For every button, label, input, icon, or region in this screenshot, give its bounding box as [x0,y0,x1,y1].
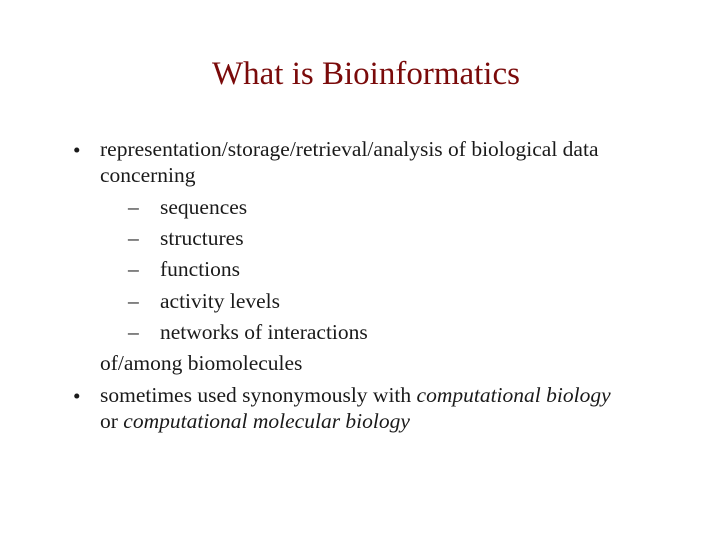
dash-marker: – [128,195,139,219]
bullet-marker: • [73,384,81,408]
subitem-networks: networks of interactions [160,320,368,344]
dash-marker: – [128,289,139,313]
bullet-marker: • [73,138,81,162]
slide-title: What is Bioinformatics [212,56,520,92]
bullet-2-line-2 [100,406,410,437]
subitem-functions: functions [160,257,241,281]
dash-marker: – [128,226,139,250]
bullet-1-line-1: representation/storage/retrieval/analysis of biological data [100,137,599,161]
dash-marker: – [128,320,139,344]
bullet-1-line-2: concerning [100,163,196,187]
subitem-activity-levels: activity levels [160,289,281,313]
subitem-sequences: sequences [160,195,248,219]
subitem-structures: structures [160,226,244,250]
bullet-2-italic-term-1: computational biology [416,383,611,407]
dash-marker: – [128,257,139,281]
bullet-2-line-2-text: or [100,409,124,433]
bullet-2-italic-term-2: computational molecular biology [123,409,410,433]
bullet-2-line-1-text: sometimes used synonymously with [100,383,417,407]
bullet-1-continuation: of/among biomolecules [100,351,303,375]
